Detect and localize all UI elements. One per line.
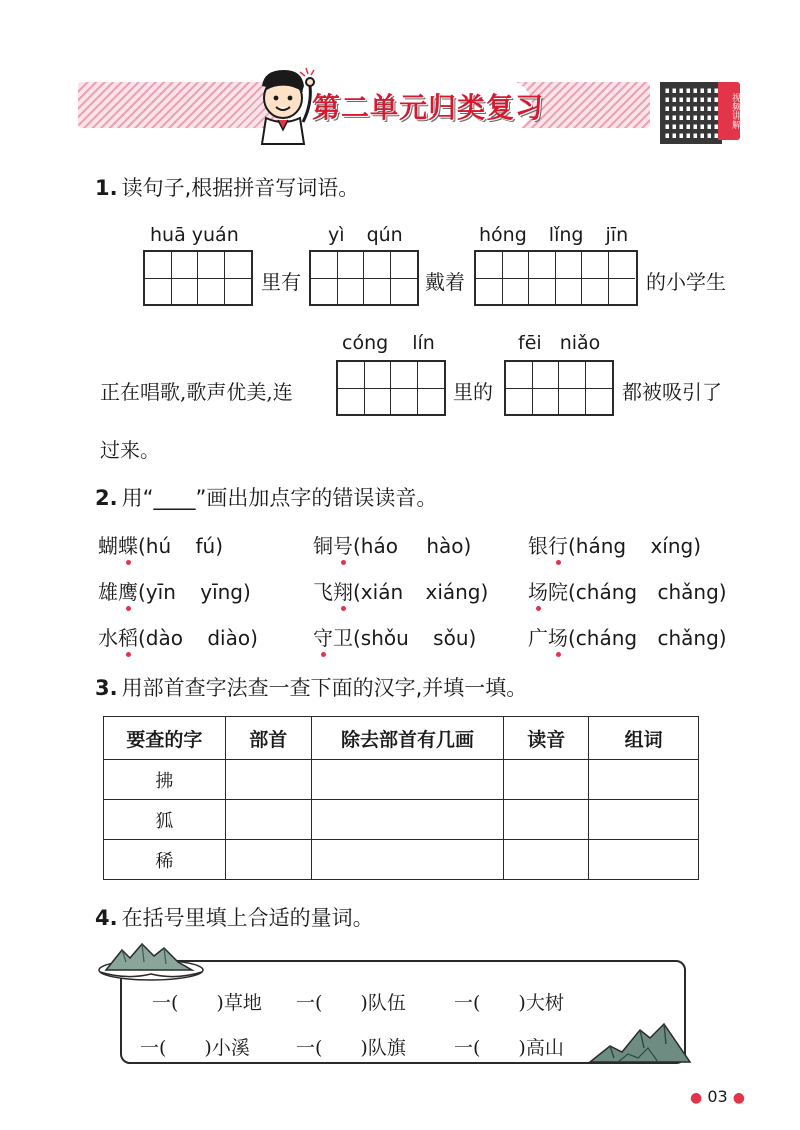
qr-tab-label: 视频讲解 [718,82,740,140]
answer-cell[interactable] [225,800,311,840]
char-cell: 拂 [104,760,226,800]
q1-text-5: 里的 [453,380,493,404]
table-row [104,840,699,880]
char-cell: 狐 [104,800,226,840]
q4-number: 4. [95,906,118,930]
answer-cell[interactable] [311,760,504,800]
answer-box-feiniao[interactable] [504,360,614,416]
radical-lookup-table [103,716,699,880]
table-row [104,800,699,840]
header-words: 组词 [589,717,699,760]
table-header-row [104,717,699,760]
q3-title [95,672,527,702]
pinyin-conglin: cóng lín [342,332,435,354]
header-radical: 部首 [225,717,311,760]
answer-cell[interactable] [589,800,699,840]
q1-instruction: 读句子,根据拼音写词语。 [121,176,360,200]
header-char: 要查的字 [104,717,226,760]
measure-word-item-3[interactable]: 一( )大树 [454,992,564,1014]
answer-cell[interactable] [225,760,311,800]
measure-word-item-1[interactable]: 一( )草地 [152,992,262,1014]
q1-text-6: 都被吸引了 [622,380,722,404]
q1-text-3: 的小学生 [646,270,726,294]
q2-item-5: 飞翔(xián xiáng) [313,576,488,605]
q1-text-4: 正在唱歌,歌声优美,连 [100,380,293,404]
measure-word-item-2[interactable]: 一( )队伍 [296,992,406,1014]
pinyin-huayuan: huā yuán [150,224,239,246]
q2-item-8: 守卫(shǒu sǒu) [313,622,476,651]
mountain-left-icon [96,940,206,982]
answer-cell[interactable] [225,840,311,880]
q2-item-4: 雄鹰(yīn yīng) [98,576,251,605]
answer-cell[interactable] [504,760,589,800]
answer-cell[interactable] [589,840,699,880]
answer-box-conglin[interactable] [336,360,446,416]
qr-code-icon[interactable] [660,82,722,144]
q2-number: 2. [95,486,118,510]
answer-cell[interactable] [311,840,504,880]
answer-box-yiqun[interactable] [309,250,419,306]
q2-item-7: 水稻(dào diào) [98,622,258,651]
q2-item-3: 银行(háng xíng) [528,530,701,559]
header-pronunciation: 读音 [504,717,589,760]
q1-text-7: 过来。 [100,438,160,462]
q1-title [95,172,359,202]
header-strokes: 除去部首有几画 [311,717,504,760]
answer-cell[interactable] [311,800,504,840]
q1-text-1: 里有 [261,270,301,294]
answer-box-honglingjin[interactable] [474,250,638,306]
q3-number: 3. [95,676,118,700]
measure-word-item-6[interactable]: 一( )高山 [454,1037,564,1059]
q1-number: 1. [95,176,118,200]
q4-instruction: 在括号里填上合适的量词。 [121,906,374,930]
q3-instruction: 用部首查字法查一查下面的汉字,并填一填。 [121,676,528,700]
q2-item-6: 场院(cháng chǎng) [528,576,727,605]
q1-text-2: 戴着 [425,270,465,294]
char-cell: 稀 [104,840,226,880]
q2-title [95,482,437,512]
q4-title [95,902,374,932]
answer-cell[interactable] [504,840,589,880]
q2-instruction: 用“____”画出加点字的错误读音。 [121,486,438,510]
pinyin-yiqun: yì qún [328,224,403,246]
answer-cell[interactable] [504,800,589,840]
table-row [104,760,699,800]
page-number: ● 03 ● [690,1087,745,1106]
measure-word-item-4[interactable]: 一( )小溪 [140,1037,250,1059]
q2-item-1: 蝴蝶(hú fú) [98,530,223,559]
q2-item-2: 铜号(háo hào) [313,530,471,559]
answer-cell[interactable] [589,760,699,800]
mountain-right-icon [588,1018,692,1064]
measure-word-item-5[interactable]: 一( )队旗 [296,1037,406,1059]
answer-box-huayuan[interactable] [143,250,253,306]
boy-mascot-icon [248,64,320,146]
pinyin-honglingjin: hóng lǐng jīn [479,224,629,246]
q2-item-9: 广场(cháng chǎng) [528,622,727,651]
page-title: 第二单元归类复习 [312,91,545,124]
pinyin-feiniao: fēi niǎo [518,332,601,354]
